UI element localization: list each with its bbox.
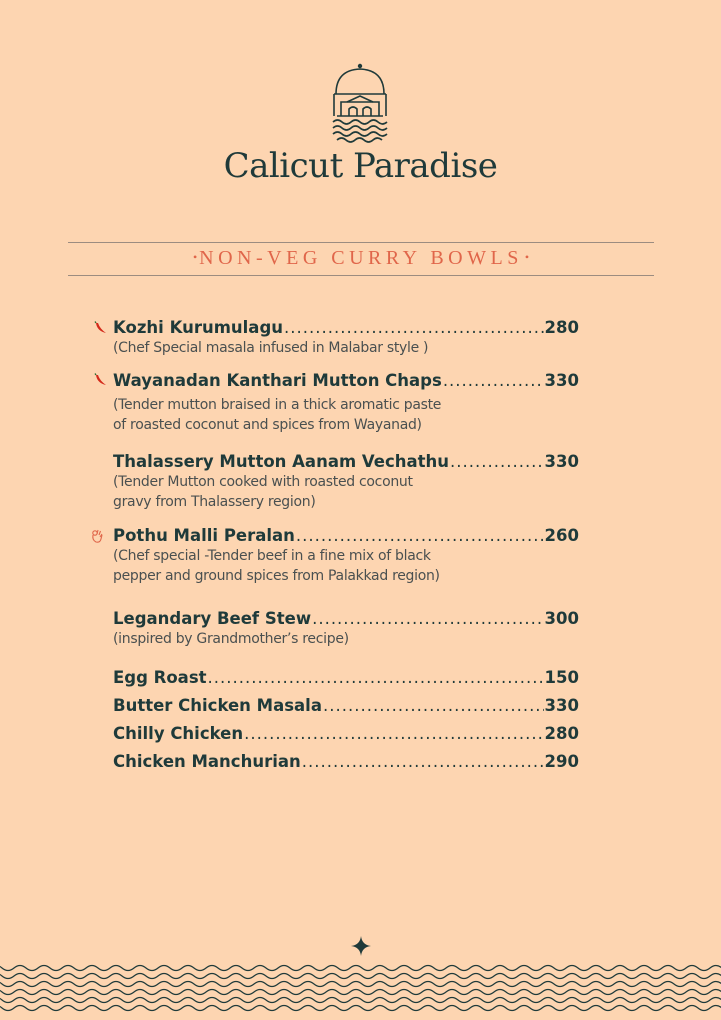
- ok-hand-icon: [89, 528, 105, 544]
- dot-leader: [284, 318, 544, 338]
- footer-wave-pattern: [0, 960, 721, 1020]
- item-name: Kozhi Kurumulagu: [113, 318, 283, 337]
- item-price: 280: [544, 318, 579, 337]
- menu-item: [113, 724, 579, 744]
- item-name: Pothu Malli Peralan: [113, 526, 295, 545]
- item-price: 150: [544, 668, 579, 687]
- item-price: 260: [544, 526, 579, 545]
- menu-item: [113, 452, 579, 512]
- dot-leader: [443, 371, 544, 391]
- four-point-star-icon: [351, 936, 371, 956]
- chili-icon: [94, 321, 108, 335]
- item-price: 290: [544, 752, 579, 771]
- item-description: gravy from Thalassery region): [113, 494, 316, 510]
- item-description: (Tender mutton braised in a thick aromatic paste: [113, 397, 442, 413]
- item-line: [113, 668, 579, 688]
- item-line: [113, 452, 579, 472]
- menu-item: [113, 318, 579, 358]
- item-name: Chicken Manchurian: [113, 752, 301, 771]
- item-name: Chilly Chicken: [113, 724, 244, 743]
- brand-name: Calicut Paradise: [223, 146, 498, 186]
- wave-line: [0, 966, 721, 971]
- ornament-dot-right: •: [524, 250, 530, 264]
- item-line: [113, 609, 579, 629]
- item-line: [113, 696, 579, 716]
- menu-item: [113, 668, 579, 688]
- dot-leader: [244, 724, 543, 744]
- logo-icon: [329, 62, 391, 146]
- menu-item: [113, 609, 579, 649]
- item-line: [113, 526, 579, 546]
- ornament-dot-left: •: [192, 250, 198, 264]
- dot-leader: [450, 452, 544, 472]
- item-name: Legandary Beef Stew: [113, 609, 312, 628]
- item-description: (inspired by Grandmother’s recipe): [113, 631, 349, 647]
- item-line: [113, 752, 579, 772]
- menu-item: [113, 696, 579, 716]
- item-description: of roasted coconut and spices from Wayanad): [113, 417, 422, 433]
- wave-line: [0, 990, 721, 995]
- menu-item: [113, 526, 579, 586]
- item-name: Egg Roast: [113, 668, 207, 687]
- wave-line: [0, 982, 721, 987]
- item-price: 330: [544, 452, 579, 471]
- item-description: (Tender Mutton cooked with roasted coconut: [113, 474, 413, 490]
- item-line: [113, 371, 579, 391]
- section-rule-top: [68, 242, 654, 243]
- item-price: 330: [544, 696, 579, 715]
- item-price: 330: [544, 371, 579, 390]
- item-line: [113, 318, 579, 338]
- wave-line: [0, 998, 721, 1003]
- chili-icon: [94, 373, 108, 387]
- item-description: (Chef Special masala infused in Malabar style ): [113, 340, 429, 356]
- dot-leader: [296, 526, 544, 546]
- dot-leader: [323, 696, 544, 716]
- menu-item: [113, 752, 579, 772]
- dot-leader: [312, 609, 543, 629]
- item-name: Butter Chicken Masala: [113, 696, 322, 715]
- item-price: 280: [544, 724, 579, 743]
- section-title-text: NON-VEG CURRY BOWLS: [199, 247, 523, 269]
- item-description: pepper and ground spices from Palakkad region): [113, 568, 440, 584]
- item-name: Wayanadan Kanthari Mutton Chaps: [113, 371, 442, 390]
- item-line: [113, 724, 579, 744]
- wave-line: [0, 974, 721, 979]
- dot-leader: [208, 668, 544, 688]
- section-rule-bottom: [68, 275, 654, 276]
- item-price: 300: [544, 609, 579, 628]
- dot-leader: [302, 752, 544, 772]
- item-description: (Chef special -Tender beef in a fine mix of black: [113, 548, 431, 564]
- menu-item: [113, 371, 579, 435]
- section-title: [68, 247, 654, 270]
- wave-line: [0, 1006, 721, 1011]
- item-name: Thalassery Mutton Aanam Vechathu: [113, 452, 449, 471]
